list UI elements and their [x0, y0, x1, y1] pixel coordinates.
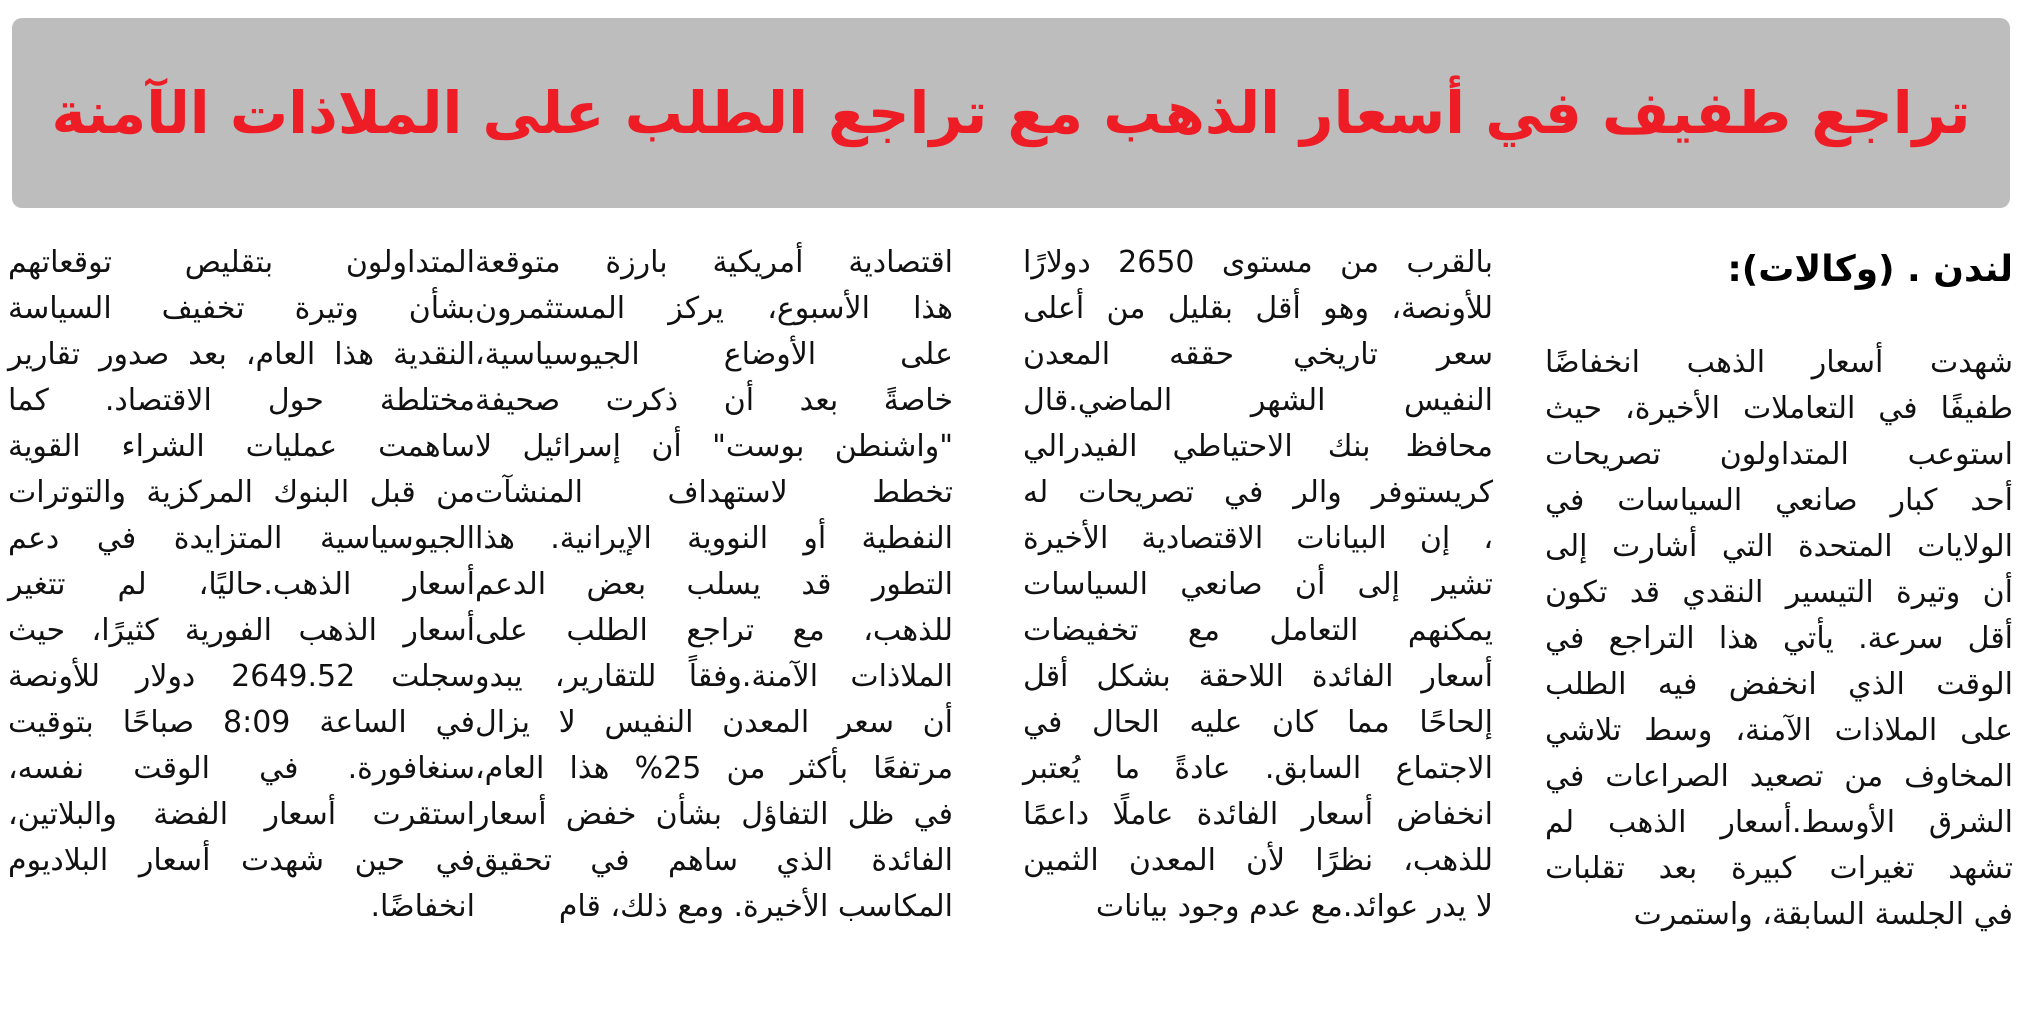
- article-body: [8, 240, 2013, 1030]
- column-1-lines: [1545, 340, 2013, 938]
- article-text-line: المكاسب الأخيرة. ومع ذلك، قام: [558, 889, 953, 924]
- article-text-line: المتداولون بتقليص توقعاتهم: [8, 245, 475, 280]
- article-text-line: محافظ بنك الاحتياطي الفيدرالي: [1023, 429, 1493, 464]
- article-column-3: [475, 240, 953, 930]
- article-text-line: الملاذات الآمنة.وفقاً للتقارير، يبدو: [475, 659, 953, 694]
- article-text-line: تشير إلى أن صانعي السياسات: [1023, 567, 1493, 602]
- article-text-line: الاجتماع السابق. عادةً ما يُعتبر: [1023, 751, 1493, 786]
- article-text-line: أن وتيرة التيسير النقدي قد تكون: [1545, 575, 2013, 610]
- article-text-line: سنغافورة. في الوقت نفسه،: [8, 751, 475, 786]
- dateline-spacer: [1545, 300, 2013, 340]
- article-text-line: الولايات المتحدة التي أشارت إلى: [1545, 529, 2013, 564]
- article-column-1: [1545, 240, 2013, 938]
- article-text-line: أسعار الذهب الفورية كثيرًا، حيث: [8, 613, 475, 648]
- article-text-line: النقدية هذا العام، بعد صدور تقارير: [8, 337, 475, 372]
- article-text-line: اقتصادية أمريكية بارزة متوقعة: [475, 245, 953, 280]
- article-text-line: المخاوف من تصعيد الصراعات في: [1545, 759, 2013, 794]
- article-text-line: مختلطة حول الاقتصاد. كما: [8, 383, 475, 418]
- article-text-line: كريستوفر والر في تصريحات له: [1023, 475, 1493, 510]
- article-text-line: الشرق الأوسط.أسعار الذهب لم: [1545, 805, 2013, 840]
- article-text-line: طفيفًا في التعاملات الأخيرة، حيث: [1545, 391, 2013, 426]
- article-column-4: [8, 240, 475, 930]
- article-text-line: "واشنطن بوست" أن إسرائيل لا: [475, 429, 953, 464]
- article-text-line: في ظل التفاؤل بشأن خفض أسعار: [475, 797, 953, 832]
- article-text-line: النفيس الشهر الماضي.قال: [1023, 383, 1493, 418]
- article-text-line: في الجلسة السابقة، واستمرت: [1633, 897, 2013, 932]
- article-text-line: يمكنهم التعامل مع تخفيضات: [1023, 613, 1493, 648]
- article-text-line: للذهب، مع تراجع الطلب على: [475, 613, 953, 648]
- article-text-line: الجيوسياسية المتزايدة في دعم: [8, 521, 475, 556]
- article-text-line: النفطية أو النووية الإيرانية. هذا: [475, 521, 953, 556]
- article-text-line: على الأوضاع الجيوسياسية،: [475, 337, 953, 372]
- article-text-line: بشأن وتيرة تخفيف السياسة: [8, 291, 475, 326]
- article-text-line: الوقت الذي انخفض فيه الطلب: [1545, 667, 2013, 702]
- article-text-line: أسعار الفائدة اللاحقة بشكل أقل: [1023, 659, 1493, 694]
- article-headline: تراجع طفيف في أسعار الذهب مع تراجع الطلب على الملاذات الآمنة: [51, 79, 1971, 147]
- article-text-line: انخفاض أسعار الفائدة عاملًا داعمًا: [1023, 797, 1493, 832]
- article-text-line: بالقرب من مستوى 2650 دولارًا: [1023, 245, 1493, 280]
- article-text-line: ساهمت عمليات الشراء القوية: [8, 429, 475, 464]
- article-text-line: ، إن البيانات الاقتصادية الأخيرة: [1023, 521, 1493, 556]
- article-text-line: استوعب المتداولون تصريحات: [1545, 437, 2013, 472]
- dateline: لندن . (وكالات):: [1727, 249, 2013, 290]
- article-text-line: أقل سرعة. يأتي هذا التراجع في: [1545, 621, 2013, 656]
- article-text-line: شهدت أسعار الذهب انخفاضًا: [1545, 345, 2013, 380]
- article-text-line: لا يدر عوائد.مع عدم وجود بيانات: [1095, 889, 1493, 924]
- article-text-line: خاصةً بعد أن ذكرت صحيفة: [475, 383, 953, 418]
- article-text-line: أن سعر المعدن النفيس لا يزال: [475, 705, 953, 740]
- article-text-line: هذا الأسبوع، يركز المستثمرون: [475, 291, 953, 326]
- article-text-line: استقرت أسعار الفضة والبلاتين،: [8, 797, 475, 832]
- column-2-lines: [1023, 240, 1493, 930]
- article-text-line: في حين شهدت أسعار البلاديوم: [8, 843, 475, 878]
- article-text-line: سعر تاريخي حققه المعدن: [1023, 337, 1493, 372]
- article-text-line: انخفاضًا.: [370, 889, 475, 924]
- article-text-line: التطور قد يسلب بعض الدعم: [475, 567, 953, 602]
- column-4-lines: [8, 240, 475, 930]
- article-text-line: للأونصة، وهو أقل بقليل من أعلى: [1023, 291, 1493, 326]
- article-text-line: أسعار الذهب.حاليًا، لم تتغير: [8, 567, 475, 602]
- article-text-line: في الساعة 8:09 صباحًا بتوقيت: [8, 705, 475, 740]
- article-text-line: على الملاذات الآمنة، وسط تلاشي: [1545, 713, 2013, 748]
- article-text-line: من قبل البنوك المركزية والتوترات: [8, 475, 475, 510]
- article-text-line: تخطط لاستهداف المنشآت: [475, 475, 953, 510]
- article-text-line: إلحاحًا مما كان عليه الحال في: [1023, 705, 1493, 740]
- column-3-lines: [475, 240, 953, 930]
- article-text-line: مرتفعًا بأكثر من 25% هذا العام،: [475, 751, 954, 786]
- article-column-2: [1023, 240, 1493, 930]
- article-text-line: الفائدة الذي ساهم في تحقيق: [475, 843, 953, 878]
- headline-banner: [12, 18, 2010, 208]
- article-text-line: تشهد تغيرات كبيرة بعد تقلبات: [1545, 851, 2013, 886]
- article-text-line: للذهب، نظرًا لأن المعدن الثمين: [1023, 843, 1493, 878]
- article-text-line: أحد كبار صانعي السياسات في: [1545, 483, 2013, 518]
- article-text-line: سجلت 2649.52 دولار للأونصة: [8, 659, 475, 694]
